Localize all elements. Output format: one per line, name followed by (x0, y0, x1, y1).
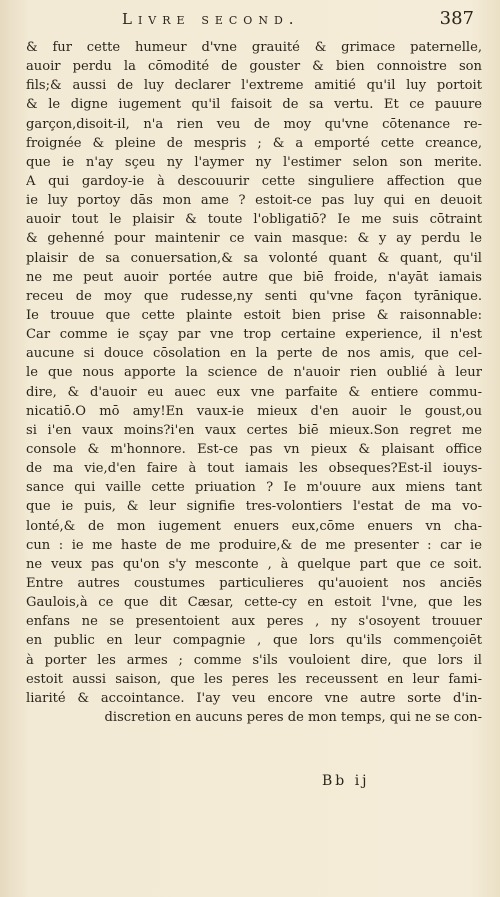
text-line: lonté,& de mon iugement enuers eux,cōme enuers vn cha- (26, 518, 482, 534)
page-number: 387 (439, 8, 474, 29)
text-line: plaisir de sa conuersation,& sa volonté quant & quant, qu'il (26, 250, 482, 266)
text-line: garçon,disoit-il, n'a rien veu de moy qu'vne cōtenance re- (26, 116, 482, 132)
signature-mark: Bb ij (322, 773, 370, 789)
text-line: sance qui vaille cette priuation ? Ie m'ouure aux miens tant (26, 480, 482, 496)
text-line: Entre autres coustumes particulieres qu'auoient nos anciēs (26, 575, 482, 591)
blank-margin (0, 800, 500, 897)
text-line: nicatiō.O mō amy!En vaux-ie mieux d'en auoir le goust,ou (26, 403, 482, 419)
text-line: en public en leur compagnie , que lors qu'ils commençoiēt (26, 633, 482, 649)
text-line: & le digne iugement qu'il faisoit de sa vertu. Et ce pauure (26, 97, 482, 113)
text-line: si i'en vaux moins?i'en vaux certes biē mieux.Son regret me (26, 422, 482, 438)
text-line: & fur cette humeur d'vne grauité & grimace paternelle, (26, 40, 482, 55)
text-line: discretion en aucuns peres de mon temps, qui ne se con- (104, 709, 482, 725)
text-line: estoit aussi saison, que les peres les receussent en leur fami- (26, 671, 482, 687)
text-line: enfans ne se presentoient aux peres , ny s'osoyent trouuer (26, 614, 482, 630)
text-line: de ma vie,d'en faire à tout iamais les obseques?Est-il iouys- (26, 461, 482, 477)
page-header (0, 8, 500, 34)
text-line: liarité & accointance. I'ay veu encore vne autre sorte d'in- (26, 690, 482, 706)
text-line: froignée & pleine de mespris ; & a emporté cette creance, (26, 135, 482, 151)
text-line: Ie trouue que cette plainte estoit bien prise & raisonnable: (26, 307, 482, 323)
body-text (26, 38, 482, 727)
text-line: aucune si douce cōsolation en la perte de nos amis, que cel- (26, 346, 482, 362)
text-line: receu de moy que rudesse,ny senti qu'vne façon tyrānique. (26, 288, 482, 304)
text-line: cun : ie me haste de me produire,& de me presenter : car ie (26, 537, 482, 553)
text-line: Gaulois,à ce que dit Cæsar, cette-cy en estoit l'vne, que les (26, 595, 482, 611)
text-line: ne me peut auoir portée autre que biē froide, n'ayāt iamais (26, 269, 482, 285)
text-line: & gehenné pour maintenir ce vain masque: & y ay perdu le (26, 231, 482, 247)
text-line: le que nous apporte la science de n'auoir rien oublié à leur (26, 365, 482, 381)
text-line: ie luy portoy dās mon ame ? estoit-ce pas luy qui en deuoit (26, 193, 482, 209)
text-line: que ie puis, & leur signifie tres-volontiers l'estat de ma vo- (26, 499, 482, 515)
text-line: console & m'honnore. Est-ce pas vn pieux & plaisant office (26, 441, 482, 457)
running-title: Livre second. (122, 10, 300, 28)
text-line: dire, & d'auoir eu auec eux vne parfaite & entiere commu- (26, 384, 482, 400)
text-line: auoir perdu la cōmodité de gouster & bien connoistre son (26, 59, 482, 75)
text-line: à porter les armes ; comme s'ils vouloient dire, que lors il (26, 652, 482, 668)
text-line: auoir tout le plaisir & toute l'obligatiō? Ie me suis cōtraint (26, 212, 482, 228)
text-line: A qui gardoy-ie à descouurir cette singuliere affection que (26, 173, 482, 189)
text-line: que ie n'ay sçeu ny l'aymer ny l'estimer selon son merite. (26, 154, 482, 170)
text-line: ne veux pas qu'on s'y mesconte , à quelque part que ce soit. (26, 556, 482, 572)
text-line: fils;& aussi de luy declarer l'extreme amitié qu'il luy portoit (26, 78, 482, 94)
text-line: Car comme ie sçay par vne trop certaine experience, il n'est (26, 327, 482, 343)
